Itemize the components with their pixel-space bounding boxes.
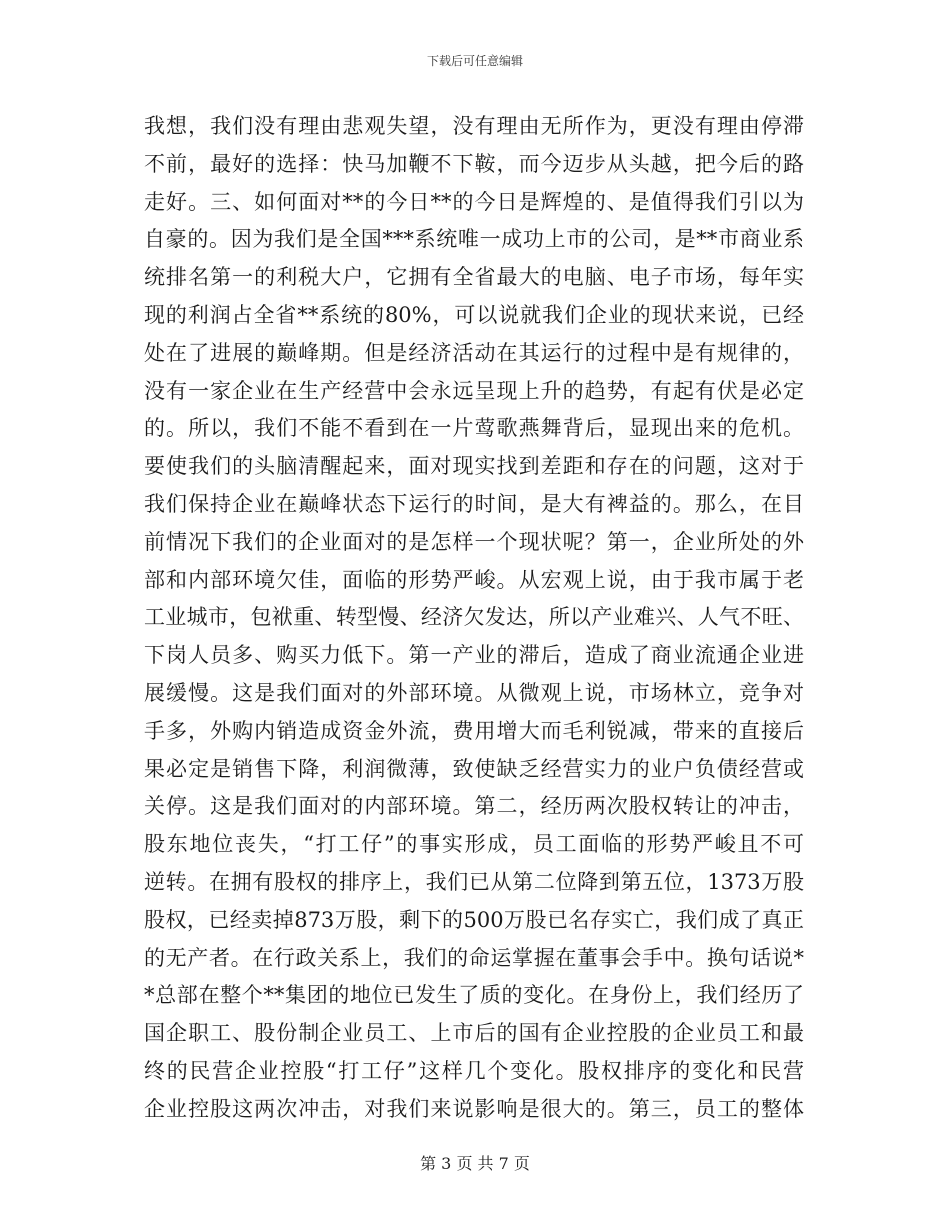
text-line: 企业控股这两次冲击，对我们来说影响是很大的。第三，员工的整体 <box>144 1096 804 1121</box>
text-line: 关停。这是我们面对的内部环境。第二，经历两次股权转让的冲击， <box>144 794 804 819</box>
text-line: 果必定是销售下降，利润微薄，致使缺乏经营实力的业户负债经营或 <box>144 756 804 781</box>
text-line: 国企职工、股份制企业员工、上市后的国有企业控股的企业员工和最 <box>144 1021 804 1046</box>
text-line: 不前，最好的选择：快马加鞭不下鞍，而今迈步从头越，把今后的路 <box>144 151 804 176</box>
text-line: 部和内部环境欠佳，面临的形势严峻。从宏观上说，由于我市属于老 <box>144 567 804 592</box>
text-line: 股东地位丧失，“打工仔”的事实形成，员工面临的形势严峻且不可 <box>144 832 804 857</box>
page-header-note: 下载后可任意编辑 <box>426 54 523 68</box>
text-line: 自豪的。因为我们是全国***系统唯一成功上市的公司，是**市商业系 <box>144 227 804 252</box>
page-number-footer: 第 3 页 共 7 页 <box>420 1154 530 1173</box>
text-line: 前情况下我们的企业面对的是怎样一个现状呢？第一，企业所处的外 <box>144 529 804 554</box>
text-line: 我想，我们没有理由悲观失望，没有理由无所作为，更没有理由停滞 <box>144 114 804 138</box>
text-line: 要使我们的头脑清醒起来，面对现实找到差距和存在的问题，这对于 <box>144 454 804 479</box>
document-body <box>144 108 804 1129</box>
text-line: 处在了进展的巅峰期。但是经济活动在其运行的过程中是有规律的， <box>144 340 804 365</box>
text-line: 下岗人员多、购买力低下。第一产业的滞后，造成了商业流通企业进 <box>144 643 804 668</box>
text-line: 工业城市，包袱重、转型慢、经济欠发达，所以产业难兴、人气不旺、 <box>144 605 804 630</box>
text-line: 手多，外购内销造成资金外流，费用增大而毛利锐减，带来的直接后 <box>144 718 804 743</box>
text-line: 终的民营企业控股“打工仔”这样几个变化。股权排序的变化和民营 <box>144 1058 804 1083</box>
text-line: *总部在整个**集团的地位已发生了质的变化。在身份上，我们经历了 <box>144 983 804 1008</box>
text-line: 逆转。在拥有股权的排序上，我们已从第二位降到第五位，1373万股 <box>144 869 804 894</box>
text-line: 股权，已经卖掉873万股，剩下的500万股已名存实亡，我们成了真正 <box>144 907 804 932</box>
text-line: 走好。三、如何面对**的今日**的今日是辉煌的、是值得我们引以为 <box>144 189 804 214</box>
text-line: 我们保持企业在巅峰状态下运行的时间，是大有裨益的。那么，在目 <box>144 491 804 516</box>
text-line: 的无产者。在行政关系上，我们的命运掌握在董事会手中。换句话说* <box>144 945 804 970</box>
text-line: 展缓慢。这是我们面对的外部环境。从微观上说，市场林立，竞争对 <box>144 680 804 705</box>
text-line: 的。所以，我们不能不看到在一片莺歌燕舞背后，显现出来的危机。 <box>144 416 804 441</box>
text-line: 现的利润占全省**系统的80%，可以说就我们企业的现状来说，已经 <box>144 302 804 327</box>
text-line: 没有一家企业在生产经营中会永远呈现上升的趋势，有起有伏是必定 <box>144 378 804 403</box>
text-line: 统排名第一的利税大户，它拥有全省最大的电脑、电子市场，每年实 <box>144 265 804 290</box>
